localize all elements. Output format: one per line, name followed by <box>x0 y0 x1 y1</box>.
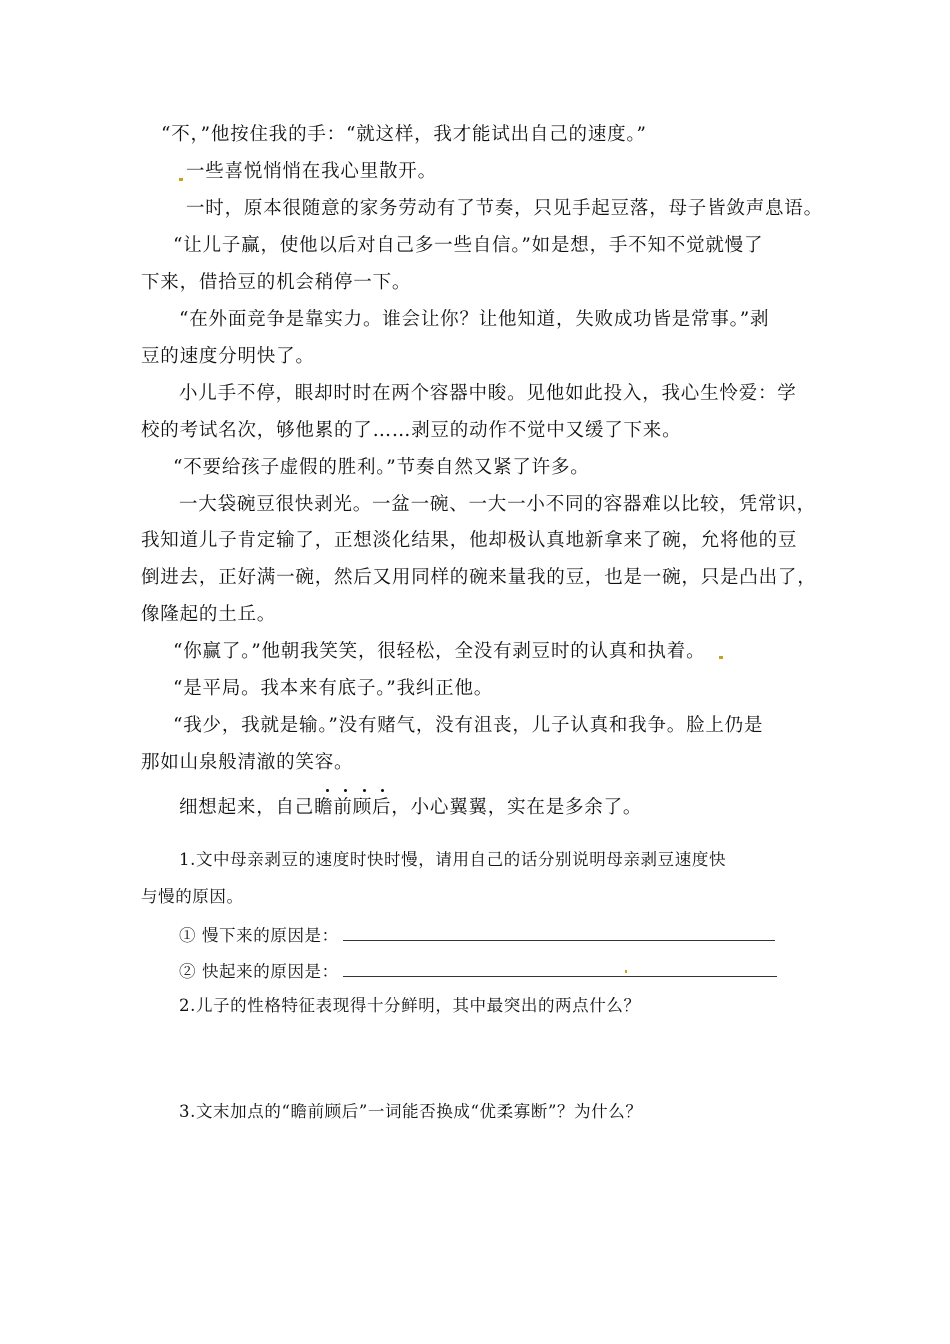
passage-line: 倒进去，正好满一碗，然后又用同样的碗来量我的豆，也是一碗，只是凸出了， <box>141 567 817 588</box>
passage-line: 下来，借拾豆的机会稍停一下。 <box>141 272 412 293</box>
passage-line: “是平局。我本来有底子。”我纠正他。 <box>173 678 494 699</box>
passage-line: 校的考试名次，够他累的了……剥豆的动作不觉中又缓了下来。 <box>141 420 682 441</box>
passage-line: 一大袋碗豆很快剥光。一盆一碗、一大一小不同的容器难以比较，凭常识， <box>179 494 816 515</box>
passage-line: “在外面竞争是靠实力。谁会让你？让他知道，失败成功皆是常事。”剥 <box>179 309 770 330</box>
question-1b-label: ② 快起来的原因是： <box>179 962 339 981</box>
emphasis-dot <box>363 789 366 792</box>
passage-line: 豆的速度分明快了。 <box>141 346 315 367</box>
revision-mark <box>179 178 183 181</box>
question-1-continued: 与慢的原因。 <box>141 887 244 906</box>
emphasis-dot <box>344 789 347 792</box>
passage-line: 我知道儿子肯定输了，正想淡化结果，他却极认真地新拿来了碗，允将他的豆 <box>141 530 798 551</box>
revision-mark <box>625 970 627 973</box>
emphasis-dot <box>381 789 384 792</box>
question-1a <box>179 922 775 948</box>
passage-line: 细想起来，自己瞻前顾后，小心翼翼，实在是多余了。 <box>179 797 643 818</box>
answer-blank-1b[interactable] <box>343 958 777 977</box>
passage-line: 一些喜悦悄悄在我心里散开。 <box>186 161 437 182</box>
passage-line: “不，”他按住我的手：“就这样，我才能试出自己的速度。” <box>161 124 647 145</box>
passage-line: “让儿子赢，使他以后对自己多一些自信。”如是想，手不知不觉就慢了 <box>173 235 764 256</box>
emphasis-dot <box>326 789 329 792</box>
question-2: 2.儿子的性格特征表现得十分鲜明，其中最突出的两点什么？ <box>179 996 641 1015</box>
question-1b <box>179 958 777 984</box>
question-3: 3.文末加点的“瞻前顾后”一词能否换成“优柔寡断”？为什么？ <box>179 1102 643 1121</box>
passage-line: 一时，原本很随意的家务劳动有了节奏，只见手起豆落，母子皆敛声息语。 <box>186 198 823 219</box>
passage-line: “你赢了。”他朝我笑笑，很轻松，全没有剥豆时的认真和执着。 <box>173 641 706 662</box>
revision-mark <box>719 656 723 659</box>
question-1a-label: ① 慢下来的原因是： <box>179 926 339 945</box>
passage-line: “我少，我就是输。”没有赌气，没有沮丧，儿子认真和我争。脸上仍是 <box>173 715 764 736</box>
passage-line: 小儿手不停，眼却时时在两个容器中睃。见他如此投入，我心生怜爱：学 <box>179 383 797 404</box>
answer-blank-1a[interactable] <box>343 922 775 941</box>
passage-line: “不要给孩子虚假的胜利。”节奏自然又紧了许多。 <box>173 457 590 478</box>
question-1: 1.文中母亲剥豆的速度时快时慢，请用自己的话分别说明母亲剥豆速度快 <box>179 850 727 869</box>
passage-line: 像隆起的土丘。 <box>141 604 277 625</box>
passage-line: 那如山泉般清澈的笑容。 <box>141 752 354 773</box>
